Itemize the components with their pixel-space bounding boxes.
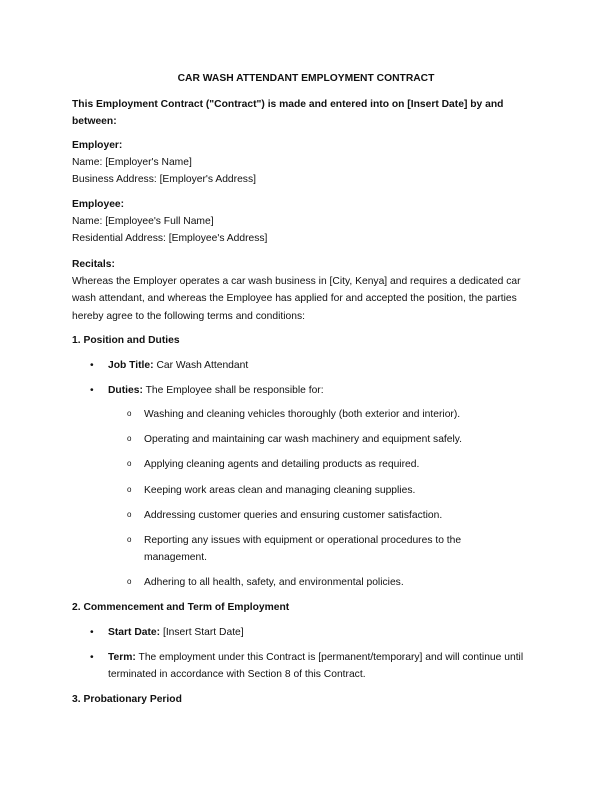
- sub-bullet-icon: o: [127, 577, 132, 587]
- sub-bullet-icon: o: [127, 484, 132, 494]
- duty-item: [72, 456, 524, 473]
- job-title-label: Job Title:: [108, 360, 154, 371]
- section-2-list: [72, 624, 540, 684]
- document-title: CAR WASH ATTENDANT EMPLOYMENT CONTRACT: [177, 73, 435, 84]
- recitals-text: Whereas the Employer operates a car wash business in [City, Kenya] and requires a dedicated car wash attendant, and whereas the Employee has applied for and accepted the position, the parties hereby agree to the following terms and conditions:: [72, 276, 521, 322]
- start-date-value: [Insert Start Date]: [162, 627, 244, 638]
- employee-address: Residential Address: [Employee's Address]: [72, 233, 268, 245]
- term-value: The employment under this Contract is [permanent/temporary] and will continue until terminated in accordance with Section 8 of this Contract.: [108, 652, 524, 681]
- duty-item: [72, 431, 524, 448]
- employer-address: Business Address: [Employer's Address]: [72, 174, 256, 186]
- list-item: [72, 624, 540, 641]
- duties-label: Duties:: [108, 385, 143, 397]
- employer-name: Name: [Employer's Name]: [72, 157, 192, 169]
- intro-paragraph: This Employment Contract ("Contract") is made and entered into on [Insert Date] by and between:: [72, 99, 504, 128]
- list-item: [72, 357, 540, 374]
- bullet-icon: •: [90, 652, 94, 664]
- bullet-icon: •: [90, 385, 94, 397]
- duty-text: Reporting any issues with equipment or operational procedures to the management.: [144, 535, 462, 564]
- sub-bullet-icon: o: [127, 459, 132, 469]
- sub-bullet-icon: o: [127, 434, 132, 444]
- employee-heading: Employee:: [72, 199, 125, 210]
- bullet-icon: •: [90, 627, 94, 638]
- duty-item: [72, 532, 524, 566]
- duties-list: [72, 406, 540, 592]
- duty-item: [72, 574, 524, 591]
- duty-text: Operating and maintaining car wash machinery and equipment safely.: [144, 434, 463, 446]
- duty-text: Washing and cleaning vehicles thoroughly (both exterior and interior).: [144, 409, 461, 420]
- employer-block: [72, 137, 540, 189]
- sub-bullet-icon: o: [127, 535, 132, 545]
- duty-text: Applying cleaning agents and detailing products as required.: [144, 459, 420, 471]
- recitals-heading: Recitals:: [72, 259, 115, 270]
- recitals-block: [72, 256, 540, 325]
- sub-bullet-icon: o: [127, 409, 132, 418]
- duty-item: [72, 507, 524, 524]
- start-date-label: Start Date:: [108, 627, 161, 638]
- duty-text: Adhering to all health, safety, and environmental policies.: [144, 577, 404, 589]
- bullet-icon: •: [90, 360, 94, 371]
- duty-item: [72, 406, 524, 423]
- duty-item: [72, 482, 524, 499]
- term-label: Term:: [108, 652, 136, 664]
- duties-intro: The Employee shall be responsible for:: [145, 385, 324, 397]
- sub-bullet-icon: o: [127, 509, 132, 519]
- duty-text: Addressing customer queries and ensuring customer satisfaction.: [144, 509, 443, 521]
- employee-block: [72, 196, 540, 248]
- section-2-heading: 2. Commencement and Term of Employment: [72, 602, 290, 613]
- section-1-list: [72, 357, 540, 399]
- job-title-value: Car Wash Attendant: [156, 360, 249, 371]
- list-item: [72, 382, 540, 399]
- duty-text: Keeping work areas clean and managing cleaning supplies.: [144, 484, 416, 496]
- section-1-heading: 1. Position and Duties: [72, 335, 180, 346]
- employer-heading: Employer:: [72, 140, 123, 151]
- list-item: [72, 649, 540, 683]
- section-3-heading: 3. Probationary Period: [72, 694, 182, 705]
- employee-name: Name: [Employee's Full Name]: [72, 216, 214, 228]
